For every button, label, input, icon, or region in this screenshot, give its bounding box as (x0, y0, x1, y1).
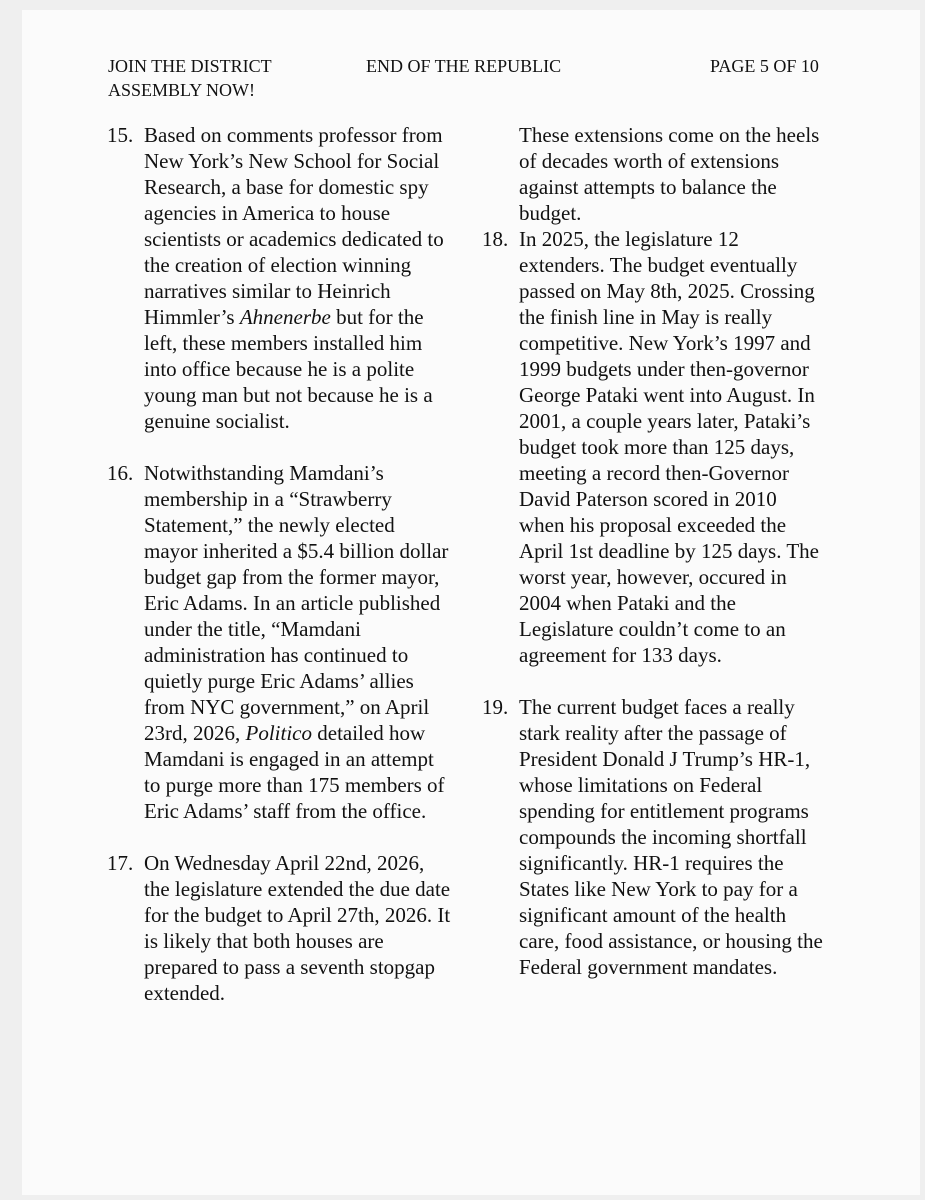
list-item-19 (482, 694, 827, 980)
list-item-15 (107, 122, 452, 434)
item-number: 15. (107, 123, 134, 147)
list-item-17 (107, 850, 452, 1006)
header-title: END OF THE REPUBLIC (366, 56, 562, 76)
header-left-line2: ASSEMBLY NOW! (108, 80, 256, 100)
header-left-line1: JOIN THE DISTRICT (108, 56, 272, 76)
header-left (108, 54, 308, 102)
item-number: 16. (107, 461, 134, 485)
item-text: Notwithstanding Mamdani’s membership in a “Strawberry Statement,” the newly elected mayor inherited a $5.4 billion dollar budget gap from the former mayor, Eric Adams. In an article published under the title, “Mamdani administration has continued to quietly purge Eric Adams’ allies from NYC government,” on April 23rd, 2026, (144, 461, 449, 745)
item-text-continued: detailed how Mamdani is engaged in an attempt to purge more than 175 members of Eric Adams’ staff from the office. (144, 721, 445, 823)
document-page (22, 10, 920, 1195)
left-column (107, 122, 452, 1006)
list-item-16 (107, 460, 452, 824)
item-text: Based on comments professor from New York’s New School for Social Research, a base for domestic spy agencies in America to house scientists or academics dedicated to the creation of election winning narratives similar to Heinrich Himmler’s (144, 123, 444, 329)
item-text-continued: but for the left, these members installed him into office because he is a polite young man but not because he is a genuine socialist. (144, 305, 433, 433)
page-number: PAGE 5 OF 10 (710, 56, 819, 76)
item-text: The current budget faces a really stark reality after the passage of President Donald J Trump’s HR-1, whose limitations on Federal spending for entitlement programs compounds the incoming shortfall significantly. HR-1 requires the States like New York to pay for a significant amount of the health care, food assistance, or housing the Federal government mandates. (519, 695, 823, 979)
item-number: 17. (107, 851, 134, 875)
item-number: 19. (482, 695, 509, 719)
list-item-18 (482, 226, 827, 668)
item-text: On Wednesday April 22nd, 2026, the legislature extended the due date for the budget to April 27th, 2026. It is likely that both houses are prepared to pass a seventh stopgap extended. (144, 851, 451, 1005)
item-text: In 2025, the legislature 12 extenders. The budget eventually passed on May 8th, 2025. Crossing the finish line in May is really competitive. New York’s 1997 and 1999 budgets under then-governor George Pataki went into August. In 2001, a couple years later, Pataki’s budget took more than 125 days, meeting a record then-Governor David Paterson scored in 2010 when his proposal exceeded the April 1st deadline by 125 days. The worst year, however, occured in 2004 when Pataki and the Legislature couldn’t come to an agreement for 133 days. (519, 227, 819, 667)
item-number: 18. (482, 227, 509, 251)
item-emphasis: Politico (245, 721, 312, 745)
right-column (482, 122, 827, 980)
item-17-continuation: These extensions come on the heels of decades worth of extensions against attempts to balance the budget. (519, 123, 820, 225)
item-emphasis: Ahnenerbe (239, 305, 331, 329)
